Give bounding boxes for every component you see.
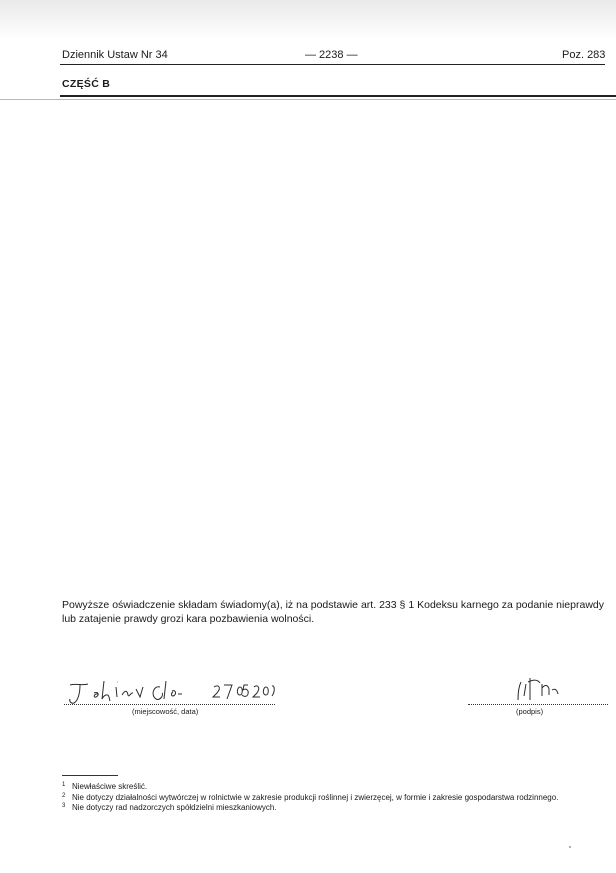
- footnote-mark: 3: [62, 803, 66, 809]
- place-date-caption: (miejscowość, data): [132, 707, 199, 716]
- page-number: — 2238 —: [305, 49, 358, 61]
- footnote-item: [62, 793, 607, 804]
- footnote-rule: [62, 775, 118, 776]
- section-title: CZĘŚĆ B: [62, 78, 111, 90]
- footnote-mark: 1: [62, 782, 66, 788]
- footnote-text: Niewłaściwe skreślić.: [72, 782, 148, 791]
- footnote-mark: 2: [62, 792, 66, 799]
- header-rule: [60, 64, 605, 65]
- footnote-text: Nie dotyczy działalności wytwórczej w rolnictwie w zakresie produkcji roślinnej i zwierzęcej, w formie i zakresie gospodarstwa rodzinnego.: [72, 792, 559, 802]
- footnote-item: [62, 782, 607, 793]
- scan-edge-line: [0, 99, 616, 100]
- section-rule: [60, 95, 616, 97]
- declaration-statement: Powyższe oświadczenie składam świadomy(a), iż na podstawie art. 233 § 1 Kodeksu karnego za podanie nieprawdy lub zatajenie prawdy grozi kara pozbawienia wolności.: [62, 599, 604, 625]
- journal-title: Dziennik Ustaw Nr 34: [62, 49, 168, 61]
- scan-speck: [569, 846, 571, 848]
- handwritten-signature: [468, 672, 608, 706]
- scan-shadow: [0, 0, 616, 40]
- handwritten-place-date: [64, 677, 276, 707]
- signature-line: [468, 704, 608, 705]
- footnote-item: [62, 803, 607, 814]
- footnote-text: Nie dotyczy rad nadzorczych spółdzielni mieszkaniowych.: [72, 803, 277, 812]
- position-number: Poz. 283: [562, 49, 606, 61]
- footnotes: [62, 782, 607, 814]
- signature-caption: (podpis): [516, 707, 544, 716]
- place-date-line: [64, 704, 275, 705]
